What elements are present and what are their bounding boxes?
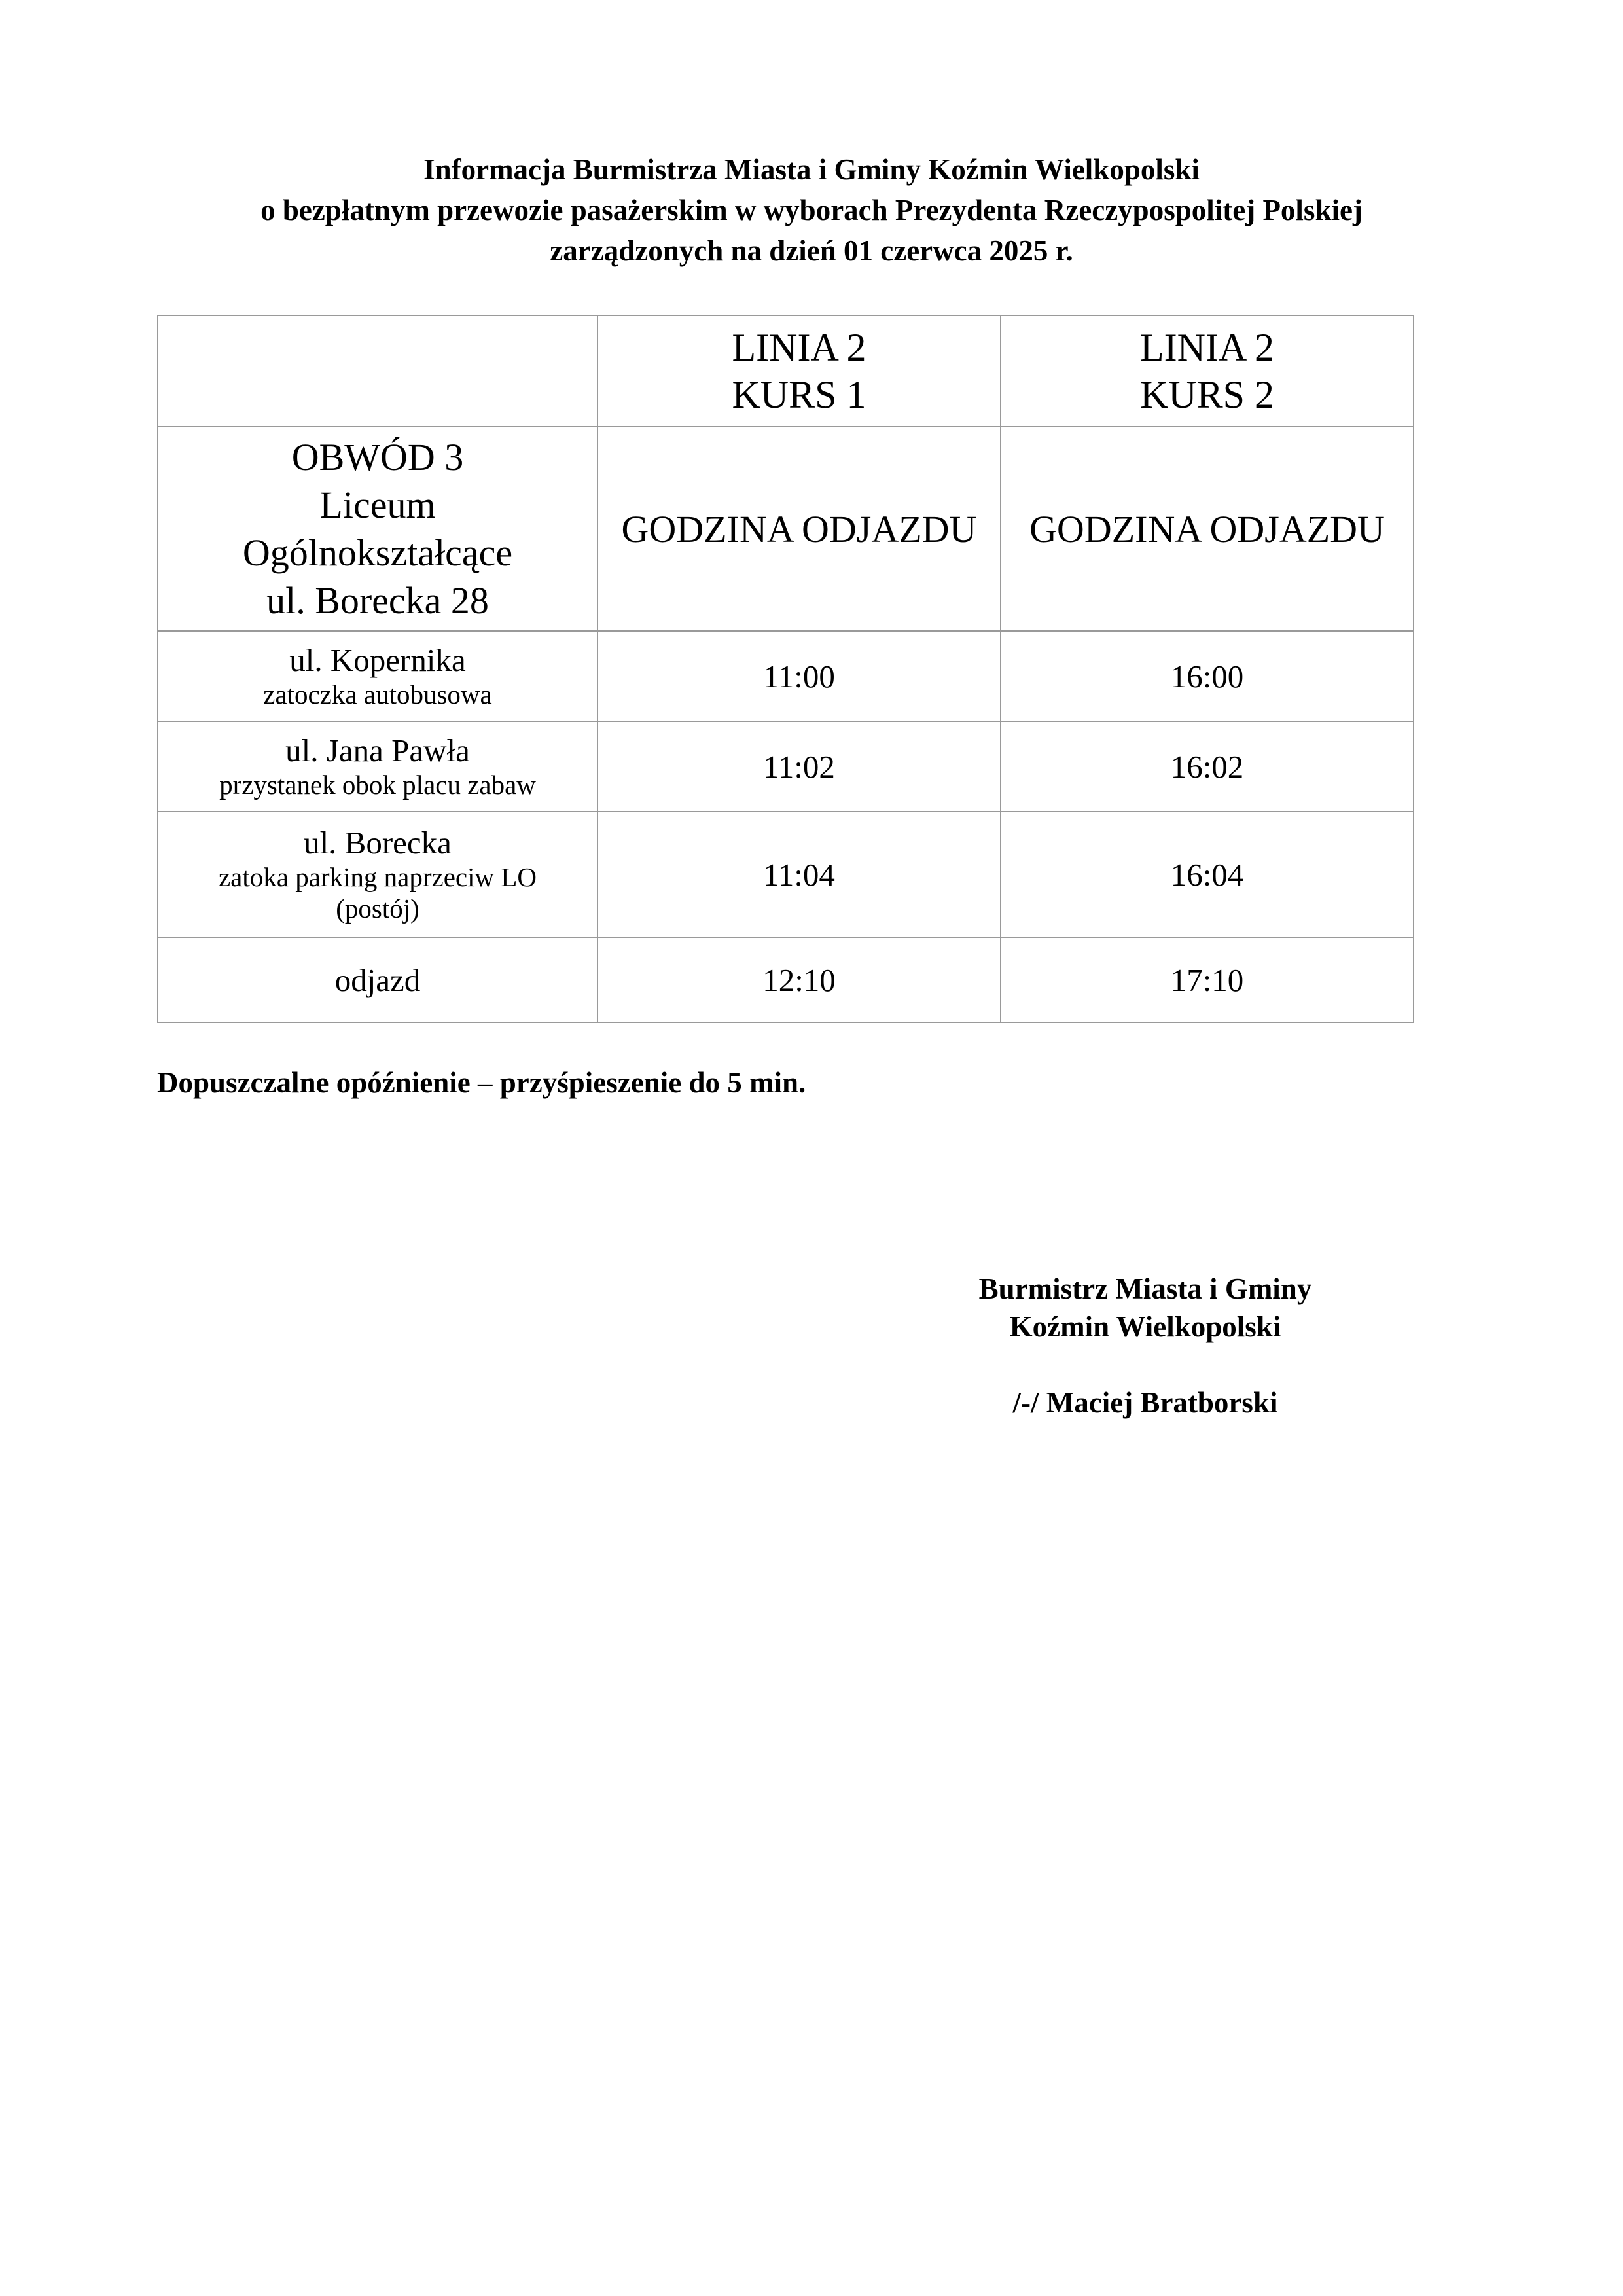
stop-note: zatoka parking naprzeciw LO [218,862,537,892]
time-course-2: 16:02 [1001,721,1414,812]
schedule-table [157,315,1414,1023]
heading-line-1: Informacja Burmistrza Miasta i Gminy Koźmin Wielkopolski [423,153,1200,186]
time-course-1: 12:10 [597,937,1001,1022]
signature-name: /-/ Maciej Bratborski [1012,1386,1278,1419]
time-course-2: 16:00 [1001,631,1414,721]
district-cell [158,427,597,631]
course-1-header [597,315,1001,427]
table-header-row [158,315,1414,427]
time-course-2: 16:04 [1001,812,1414,937]
table-row [158,721,1414,812]
course-1-course: KURS 1 [732,373,866,416]
table-row [158,427,1414,631]
final-departure-label: odjazd [158,937,597,1022]
stop-note: zatoczka autobusowa [263,679,492,709]
district-line-1: OBWÓD 3 [291,436,464,478]
table-row [158,812,1414,937]
heading-line-3: zarządzonych na dzień 01 czerwca 2025 r. [550,234,1073,267]
stop-name: ul. Kopernika [289,642,466,678]
district-line-4: ul. Borecka 28 [266,579,489,622]
course-2-header [1001,315,1414,427]
signature-title-1: Burmistrz Miasta i Gminy [978,1272,1312,1305]
course-1-line: LINIA 2 [732,326,866,369]
time-course-1: 11:00 [597,631,1001,721]
signature-title-2: Koźmin Wielkopolski [1009,1310,1281,1343]
delay-note: Dopuszczalne opóźnienie – przyśpieszenie do 5 min. [157,1066,806,1099]
signature-block [916,1270,1374,1422]
course-2-line: LINIA 2 [1140,326,1274,369]
time-course-1: 11:02 [597,721,1001,812]
time-course-1: 11:04 [597,812,1001,937]
stop-name: ul. Borecka [304,825,452,861]
stop-name: ul. Jana Pawła [285,732,470,768]
departure-header-course-2: GODZINA ODJAZDU [1001,427,1414,631]
empty-header-cell [158,315,597,427]
stop-cell [158,631,597,721]
course-2-course: KURS 2 [1139,373,1275,416]
table-row [158,631,1414,721]
departure-header-course-1: GODZINA ODJAZDU [597,427,1001,631]
district-line-3: Ogólnokształcące [242,531,513,574]
stop-cell [158,812,597,937]
district-line-2: Liceum [319,484,436,526]
stop-note-2: (postój) [336,893,419,924]
stop-note: przystanek obok placu zabaw [219,770,536,800]
document-heading [0,149,1623,271]
heading-line-2: o bezpłatnym przewozie pasażerskim w wyborach Prezydenta Rzeczypospolitej Polskiej [260,194,1363,226]
time-course-2: 17:10 [1001,937,1414,1022]
table-row [158,937,1414,1022]
stop-cell [158,721,597,812]
